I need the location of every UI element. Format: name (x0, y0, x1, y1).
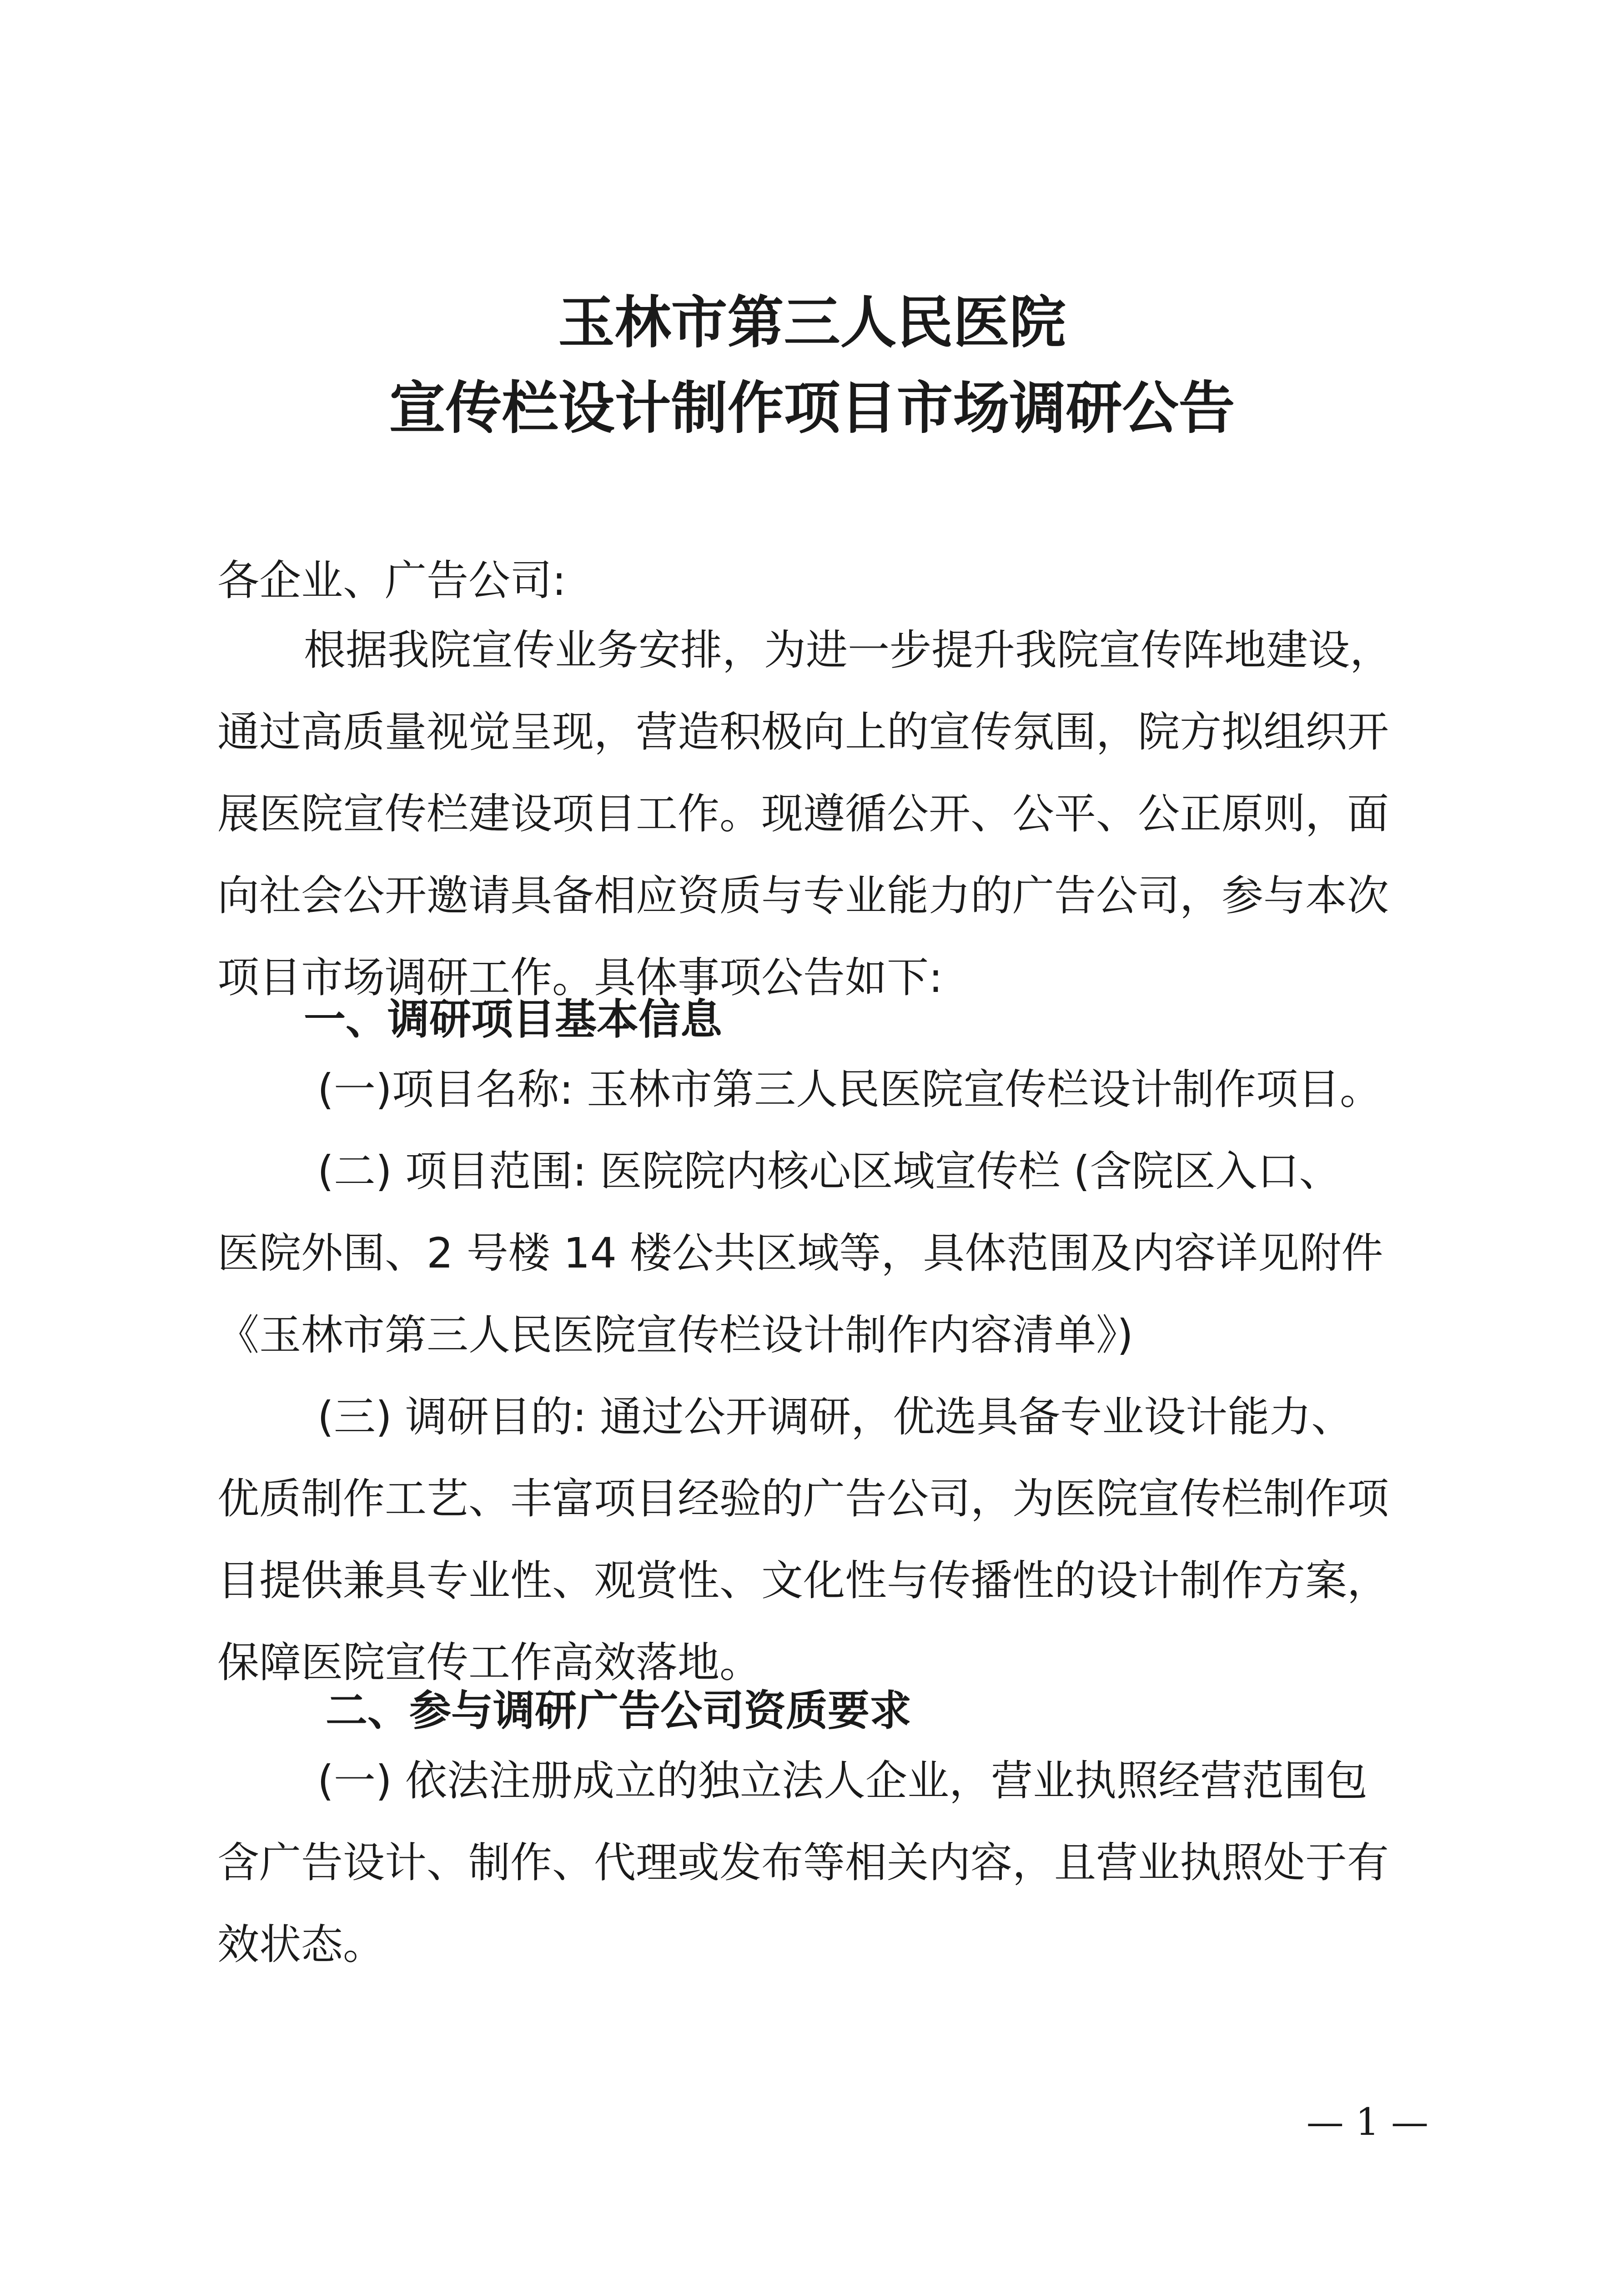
section-heading-1: 一、调研项目基本信息 (304, 995, 723, 1044)
section-heading-2: 二、参与调研广告公司资质要求 (326, 1686, 912, 1735)
requirement-1-paragraph (217, 1740, 1423, 1986)
intro-line: 根据我院宣传业务安排，为进一步提升我院宣传阵地建设， (304, 626, 1392, 674)
intro-line: 展医院宣传栏建设项目工作。现遵循公开、公平、公正原则，面 (217, 790, 1389, 838)
item-2-paragraph (217, 1131, 1423, 1376)
item-1-name: (一)项目名称: 玉林市第三人民医院宣传栏设计制作项目。 (317, 1065, 1382, 1114)
item-1-paragraph (217, 1049, 1423, 1131)
intro-line: 通过高质量视觉呈现，营造积极向上的宣传氛围，院方拟组织开 (217, 708, 1389, 756)
page-number: — 1 — (1306, 2101, 1428, 2144)
document-title-line2: 宣传栏设计制作项目市场调研公告 (389, 375, 1235, 441)
item-3-line: (三) 调研目的: 通过公开调研，优选具备专业设计能力、 (317, 1393, 1353, 1441)
salutation: 各企业、广告公司: (217, 556, 566, 605)
item-2-line: (二) 项目范围: 医院院内核心区域宣传栏 (含院区入口、 (317, 1147, 1341, 1196)
requirement-1-line: 效状态。 (217, 1920, 385, 1969)
document-title-line1: 玉林市第三人民医院 (558, 290, 1066, 356)
intro-line: 向社会公开邀请具备相应资质与专业能力的广告公司，参与本次 (217, 871, 1389, 920)
item-3-paragraph (217, 1376, 1423, 1704)
item-2-line: 医院外围、2 号楼 14 楼公共区域等，具体范围及内容详见附件 (217, 1229, 1383, 1278)
intro-paragraph (217, 609, 1423, 1019)
requirement-1-line: (一) 依法注册成立的独立法人企业，营业执照经营范围包 (317, 1756, 1368, 1805)
item-3-line: 目提供兼具专业性、观赏性、文化性与传播性的设计制作方案， (217, 1556, 1389, 1605)
item-3-line: 优质制作工艺、丰富项目经验的广告公司，为医院宣传栏制作项 (217, 1474, 1389, 1523)
item-2-line: 《玉林市第三人民医院宣传栏设计制作内容清单》) (217, 1311, 1133, 1359)
requirement-1-line: 含广告设计、制作、代理或发布等相关内容，且营业执照处于有 (217, 1838, 1389, 1887)
item-3-line: 保障医院宣传工作高效落地。 (217, 1638, 762, 1687)
intro-line: 项目市场调研工作。具体事项公告如下: (217, 953, 943, 1002)
